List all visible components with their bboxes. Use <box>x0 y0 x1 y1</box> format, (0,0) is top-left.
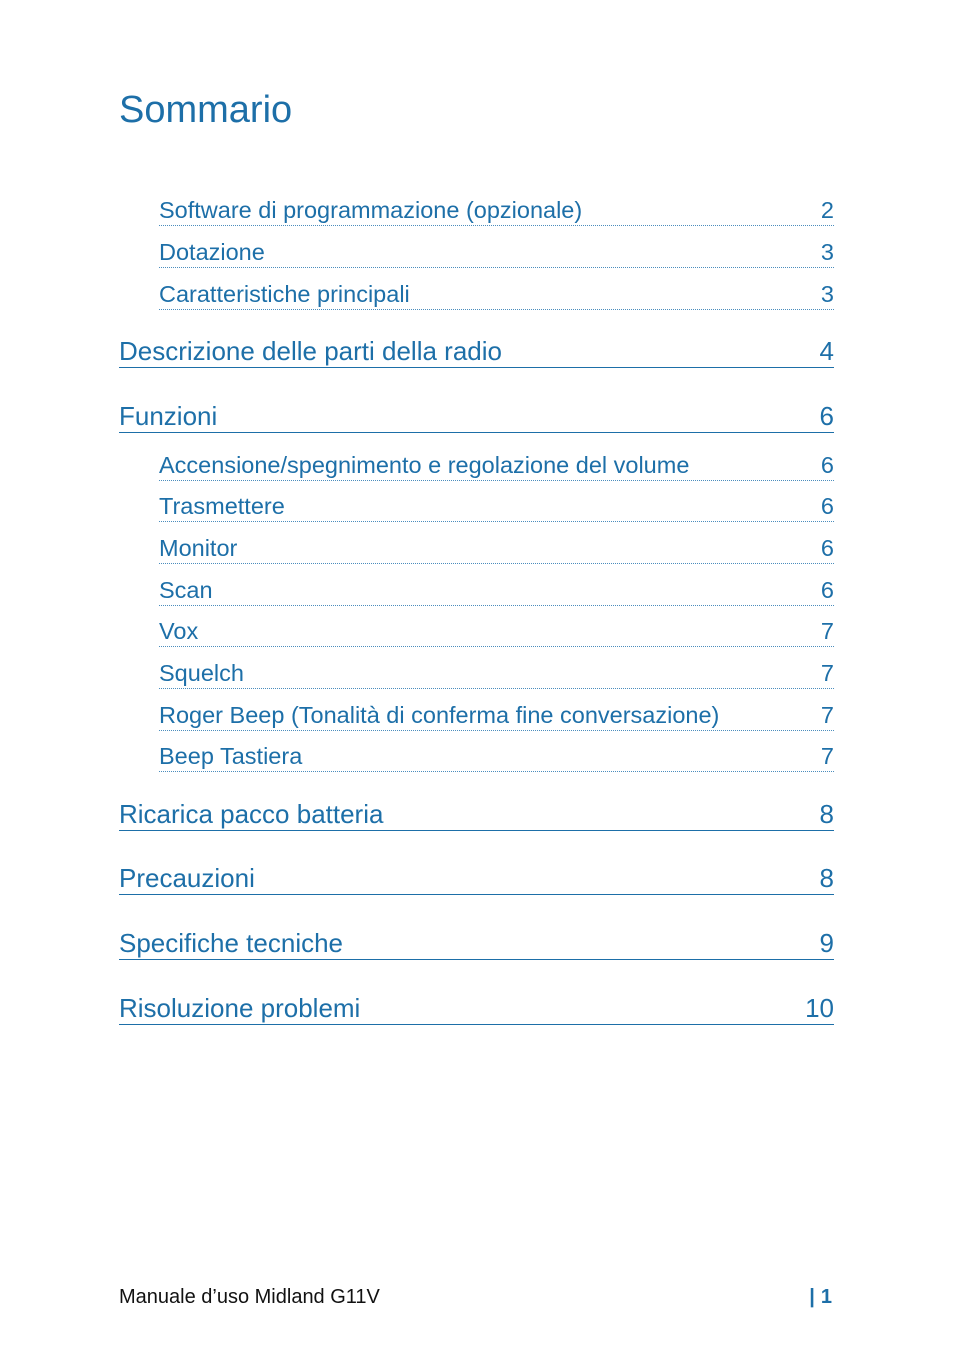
toc-entry-label: Trasmettere <box>159 493 285 519</box>
toc-entry-page: 6 <box>820 452 834 478</box>
page-title: Sommario <box>119 89 293 131</box>
toc-entry-software[interactable] <box>159 196 834 226</box>
toc-entry-label: Precauzioni <box>119 863 255 893</box>
toc-entry-label: Specifiche tecniche <box>119 928 344 958</box>
footer-page-number <box>809 1284 832 1310</box>
toc-entry-label: Ricarica pacco batteria <box>119 799 384 829</box>
toc-entry-label: Roger Beep (Tonalità di conferma fine conversazione) <box>159 702 720 728</box>
toc-entry-page: 7 <box>820 618 834 644</box>
toc-entry-page: 6 <box>820 577 834 603</box>
footer-manual-title: Manuale d’uso Midland G11V <box>119 1286 380 1308</box>
toc-entry-beep-tastiera[interactable] <box>159 742 834 772</box>
toc-entry-page: 8 <box>819 799 834 829</box>
toc-entry-label: Software di programmazione (opzionale) <box>159 197 583 223</box>
toc-entry-page: 9 <box>819 928 834 958</box>
footer-page-value: 1 <box>820 1286 832 1308</box>
toc-entry-label: Squelch <box>159 660 244 686</box>
toc-entry-specifiche[interactable] <box>119 927 834 960</box>
toc-entry-accensione[interactable] <box>159 451 834 481</box>
toc-entry-label: Risoluzione problemi <box>119 993 361 1023</box>
toc-entry-monitor[interactable] <box>159 534 834 564</box>
toc-entry-trasmettere[interactable] <box>159 492 834 522</box>
toc-entry-ricarica[interactable] <box>119 798 834 831</box>
toc-entry-funzioni[interactable] <box>119 400 834 433</box>
toc-entry-label: Vox <box>159 618 199 644</box>
toc-entry-dotazione[interactable] <box>159 238 834 268</box>
toc-entry-label: Monitor <box>159 535 238 561</box>
toc-entry-label: Accensione/spegnimento e regolazione del volume <box>159 452 690 478</box>
toc-entry-label: Descrizione delle parti della radio <box>119 336 502 366</box>
toc-entry-descrizione[interactable] <box>119 335 834 368</box>
toc-entry-label: Scan <box>159 577 213 603</box>
toc-entry-page: 8 <box>819 863 834 893</box>
toc-entry-page: 6 <box>820 535 834 561</box>
toc-entry-label: Funzioni <box>119 401 218 431</box>
toc-entry-page: 7 <box>820 702 834 728</box>
toc-entry-vox[interactable] <box>159 617 834 647</box>
toc-entry-page: 6 <box>819 401 834 431</box>
toc-entry-page: 7 <box>820 743 834 769</box>
toc-entry-label: Dotazione <box>159 239 265 265</box>
toc-entry-caratteristiche[interactable] <box>159 280 834 310</box>
toc-entry-squelch[interactable] <box>159 659 834 689</box>
toc-entry-precauzioni[interactable] <box>119 862 834 895</box>
toc-entry-page: 3 <box>820 281 834 307</box>
toc-entry-page: 4 <box>819 336 834 366</box>
toc-entry-label: Beep Tastiera <box>159 743 303 769</box>
toc-entry-page: 3 <box>820 239 834 265</box>
toc-entry-label: Caratteristiche principali <box>159 281 410 307</box>
toc-entry-scan[interactable] <box>159 576 834 606</box>
toc-entry-page: 10 <box>805 993 834 1023</box>
toc-entry-risoluzione[interactable] <box>119 992 834 1025</box>
toc-entry-page: 2 <box>820 197 834 223</box>
toc-entry-page: 7 <box>820 660 834 686</box>
toc-entry-roger-beep[interactable] <box>159 701 834 731</box>
footer-separator: | <box>809 1286 815 1308</box>
toc-entry-page: 6 <box>820 493 834 519</box>
